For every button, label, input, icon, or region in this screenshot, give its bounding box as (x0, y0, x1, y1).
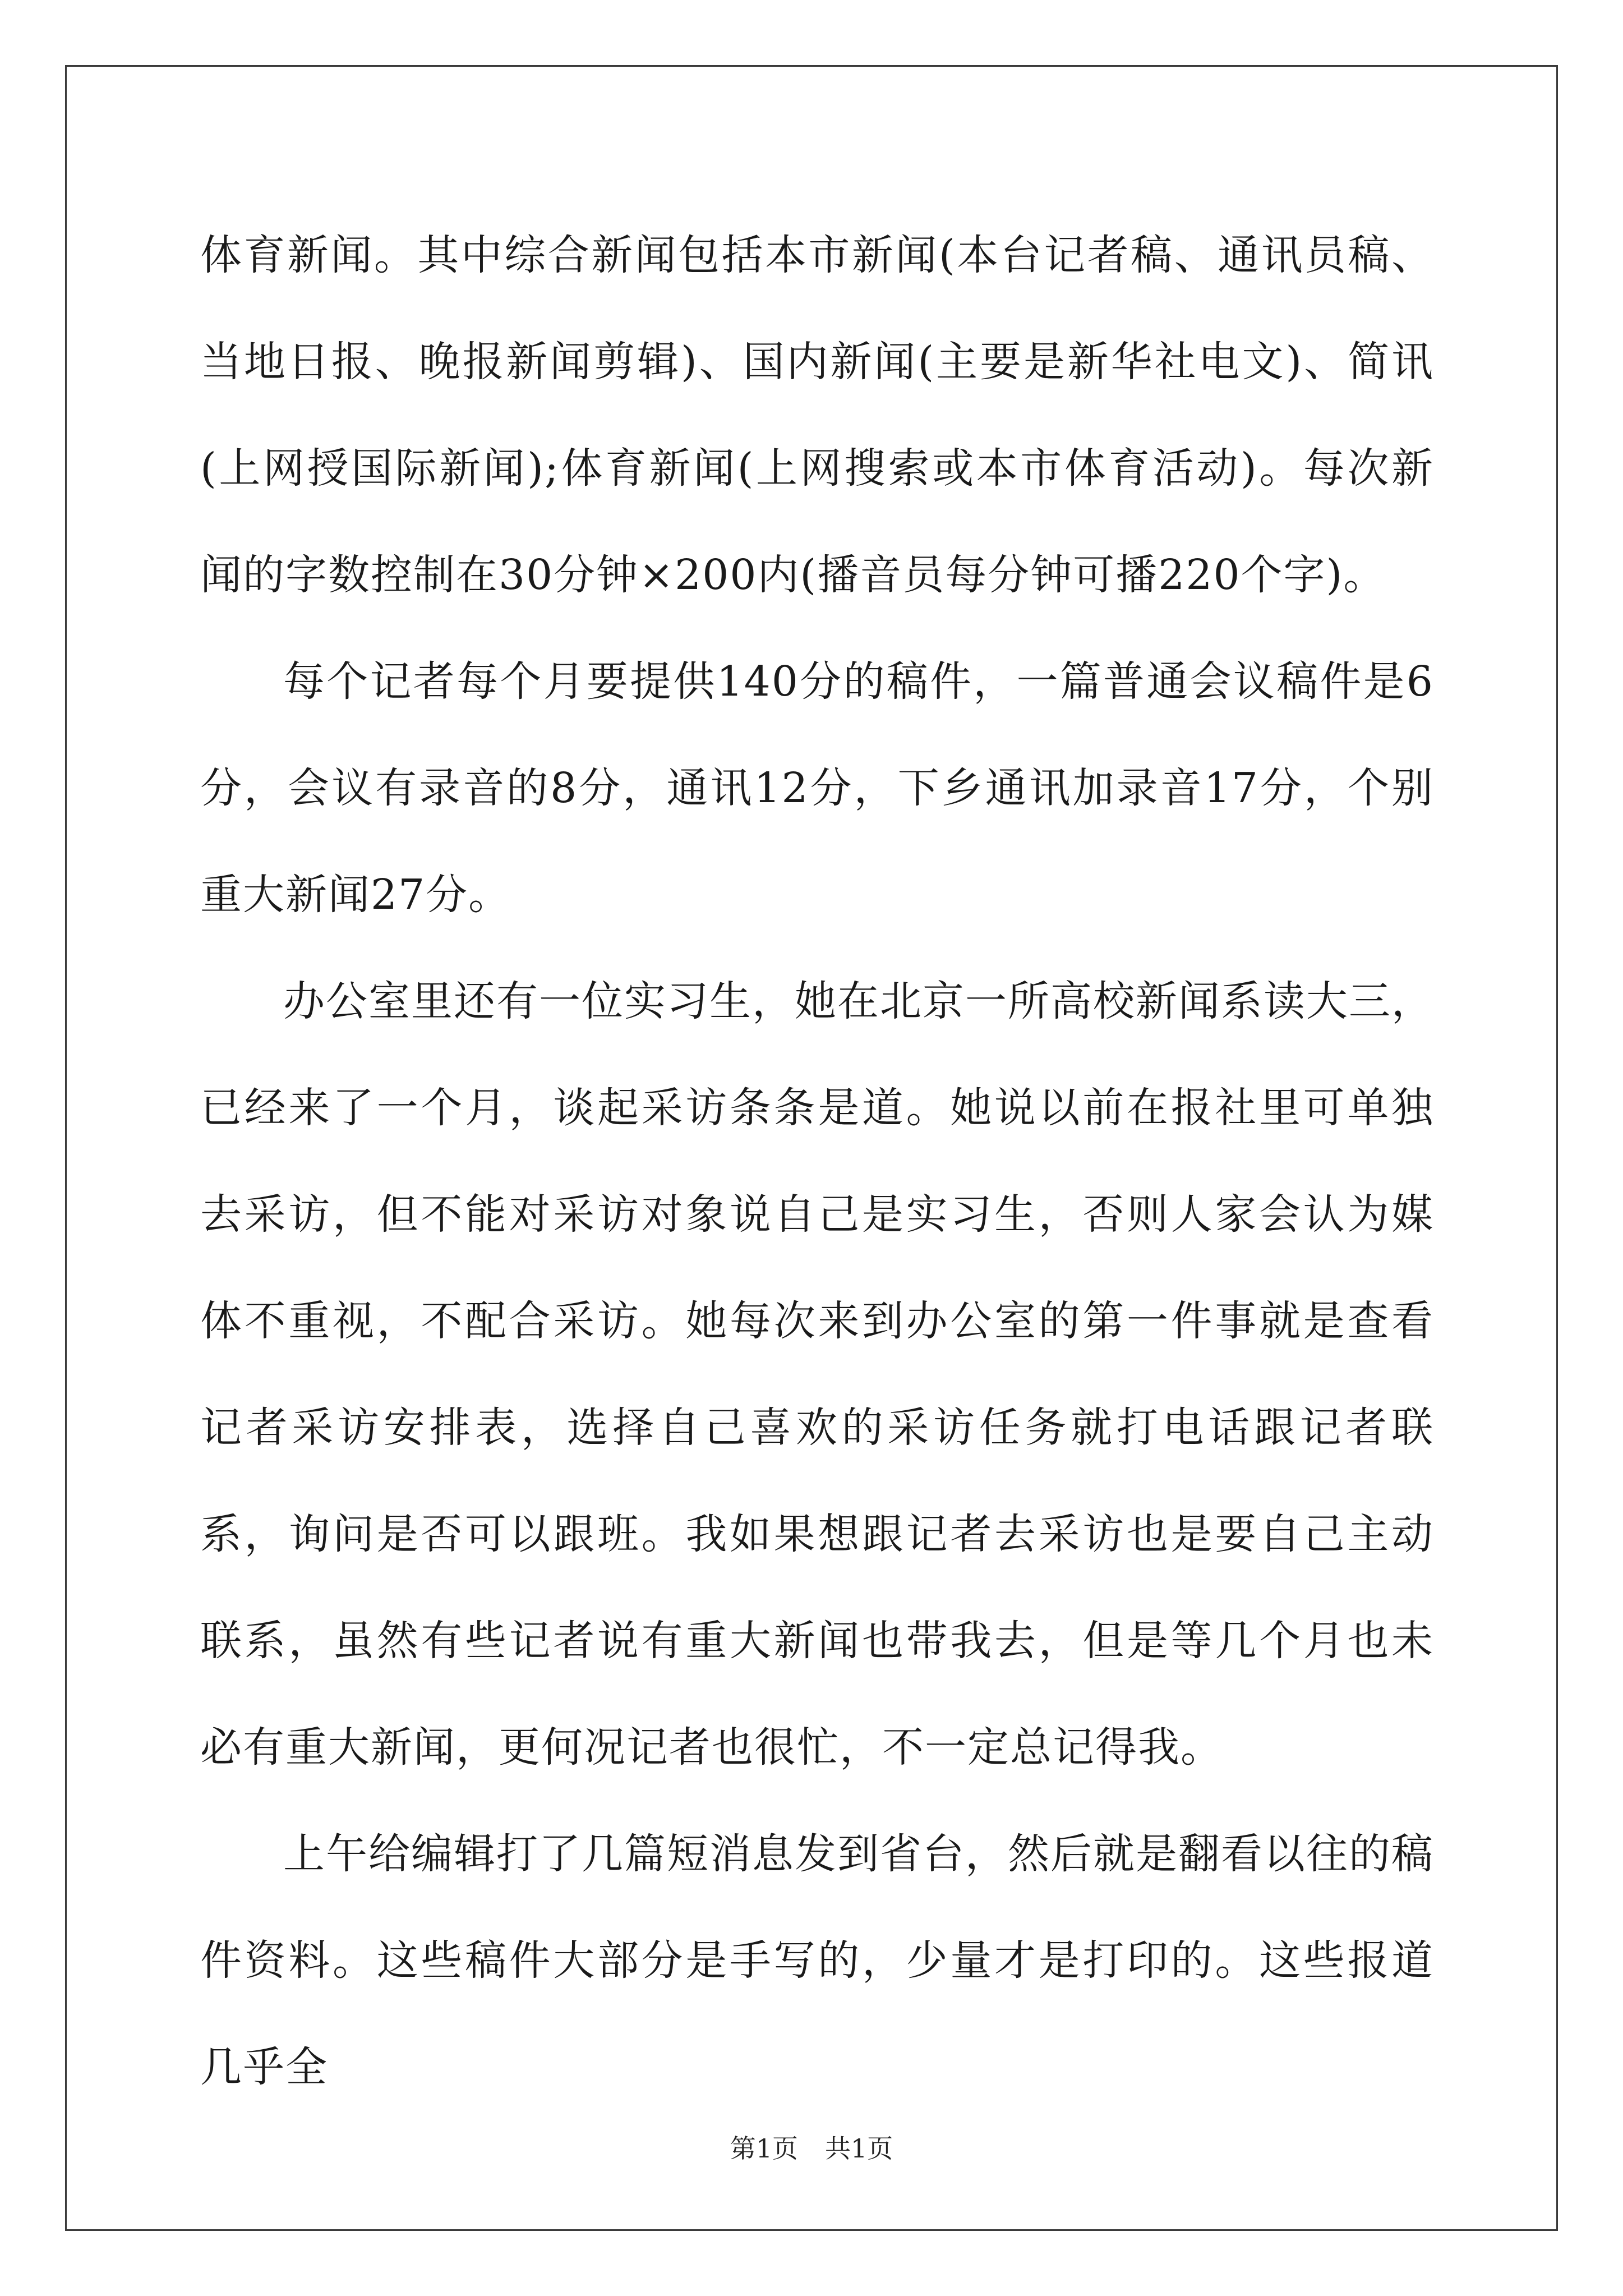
paragraph-3: 办公室里还有一位实习生，她在北京一所高校新闻系读大三，已经来了一个月，谈起采访条条是道。她说以前在报社里可单独去采访，但不能对采访对象说自己是实习生，否则人家会认为媒体不重视，不配合采访。她每次来到办公室的第一件事就是查看记者采访安排表，选择自己喜欢的采访任务就打电话跟记者联系，询问是否可以跟班。我如果想跟记者去采访也是要自己主动联系，虽然有些记者说有重大新闻也带我去，但是等几个月也未必有重大新闻，更何况记者也很忙，不一定总记得我。 (200, 977, 1434, 1772)
paragraph-1: 体育新闻。其中综合新闻包括本市新闻(本台记者稿、通讯员稿、当地日报、晚报新闻剪辑)、国内新闻(主要是新华社电文)、简讯(上网授国际新闻);体育新闻(上网搜索或本市体育活动)。每次新闻的字数控制在30分钟×200内(播音员每分钟可播220个字)。 (200, 231, 1434, 599)
page-total: 共1页 (825, 2133, 893, 2164)
paragraph-2: 每个记者每个月要提供140分的稿件，一篇普通会议稿件是6分，会议有录音的8分，通讯12分，下乡通讯加录音17分，个别重大新闻27分。 (200, 657, 1434, 919)
page-footer (0, 2132, 1623, 2165)
document-body (200, 202, 1434, 2120)
page-number: 第1页 (730, 2133, 798, 2164)
paragraph-4: 上午给编辑打了几篇短消息发到省台，然后就是翻看以往的稿件资料。这些稿件大部分是手写的，少量才是打印的。这些报道几乎全 (200, 1830, 1434, 2091)
